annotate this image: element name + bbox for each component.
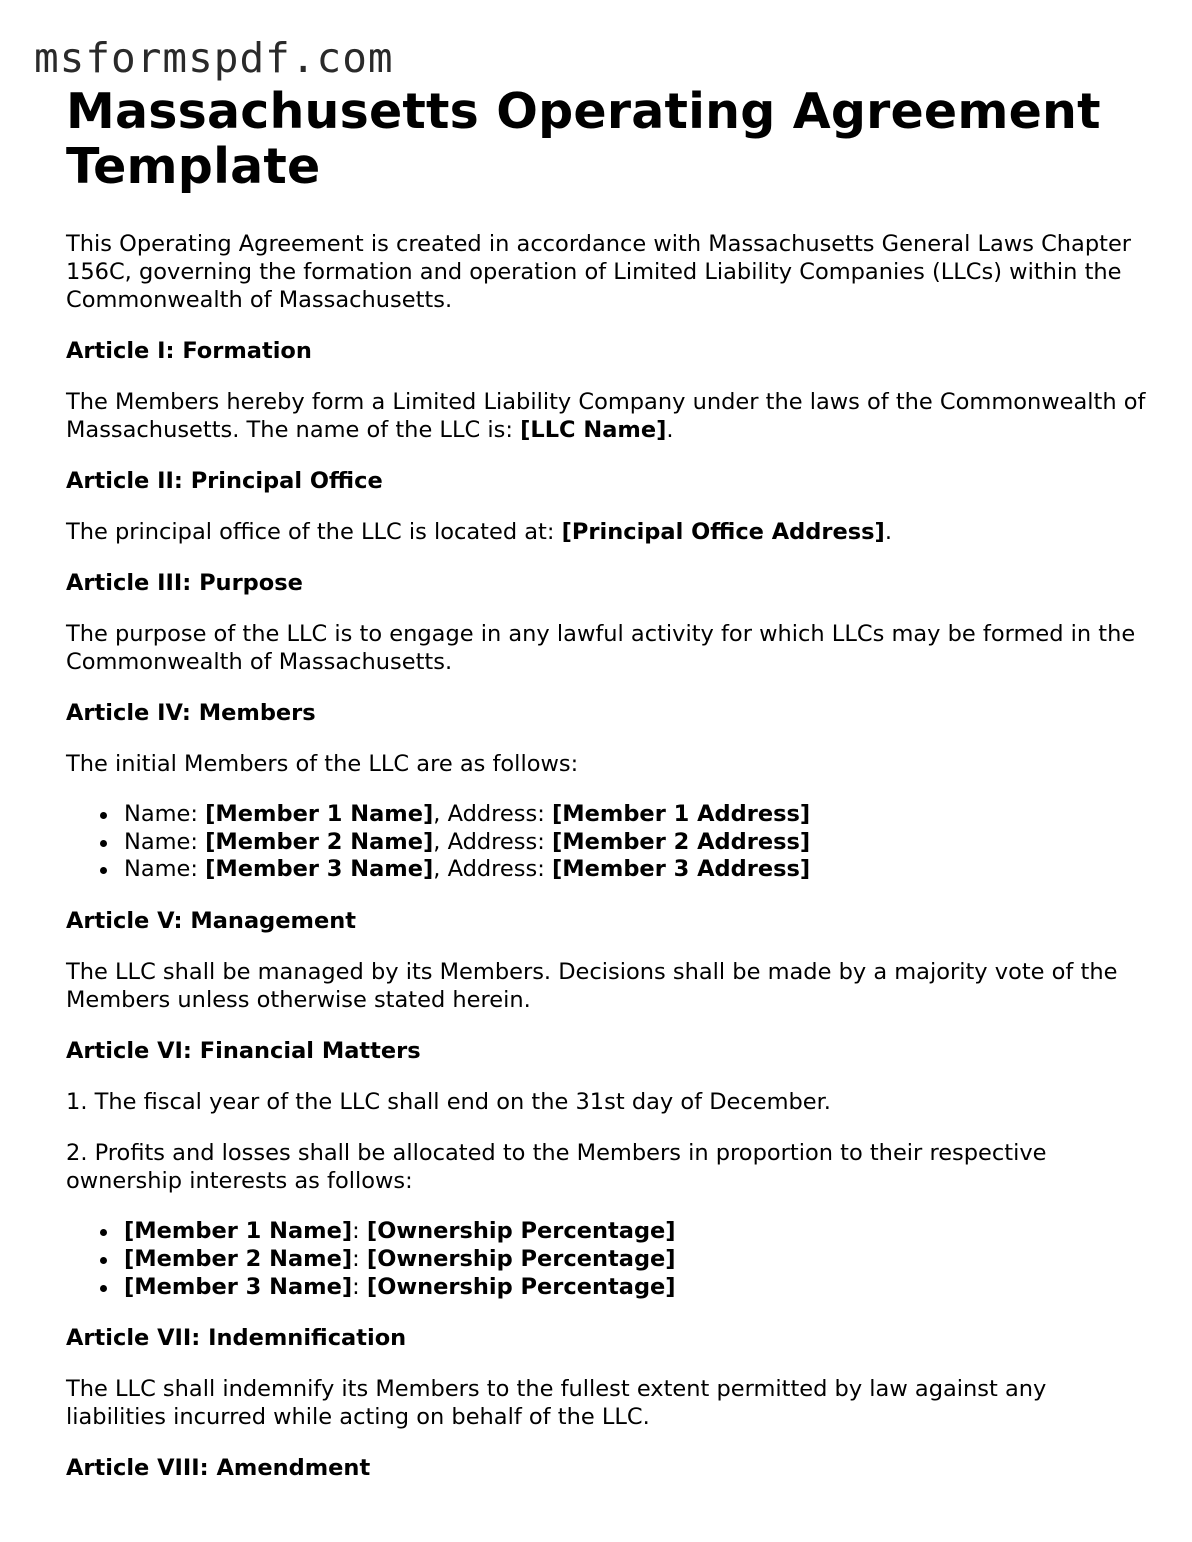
article-4-heading: Article IV: Members: [66, 700, 316, 726]
address-label: , Address:: [433, 828, 552, 855]
watermark: msformspdf.com: [34, 34, 394, 82]
article-7-text: The LLC shall indemnify its Members to the fullest extent permitted by law against any liabilities incurred while acting on behalf of the LLC.: [66, 1376, 1047, 1431]
member-name: [Member 1 Name]: [124, 1218, 353, 1245]
article-6-item-2: 2. Profits and losses shall be allocated to the Members in proportion to their respective ownership interests as follows:: [66, 1140, 1047, 1195]
member-name: [Member 3 Name]: [124, 1273, 353, 1300]
article-7-heading: Article VII: Indemnification: [66, 1325, 407, 1352]
list-item: [124, 829, 1146, 857]
article-1-end: .: [666, 417, 674, 443]
article-5-heading: Article V: Management: [66, 908, 356, 935]
members-list: [66, 801, 1146, 884]
article-6-item-1: 1. The fiscal year of the LLC shall end on the 31st day of December.: [66, 1089, 831, 1116]
member-address: [Member 3 Address]: [551, 856, 811, 883]
name-label: Name:: [124, 828, 206, 855]
list-item: [124, 1274, 1146, 1302]
address-label: , Address:: [433, 856, 552, 883]
article-1-heading: Article I: Formation: [66, 338, 312, 364]
list-item: [124, 1218, 1146, 1246]
article-3-heading: Article III: Purpose: [66, 570, 303, 596]
list-item: [124, 856, 1146, 884]
article-8-heading: Article VIII: Amendment: [66, 1455, 371, 1482]
article-1-text: [66, 388, 1146, 444]
article-2-text: [66, 518, 1146, 546]
page-title: Massachusetts Operating Agreement Template: [66, 83, 1101, 195]
article-5-text: The LLC shall be managed by its Members. Decisions shall be made by a majority vote of the Members unless otherwise stated herein.: [66, 959, 1118, 1014]
member-address: [Member 1 Address]: [551, 801, 811, 827]
member-name: [Member 1 Name]: [205, 801, 434, 827]
member-name: [Member 2 Name]: [205, 828, 434, 855]
article-3-text: The purpose of the LLC is to engage in any lawful activity for which LLCs may be formed in the Commonwealth of Massachusetts.: [66, 621, 1136, 675]
name-label: Name:: [124, 856, 206, 883]
article-1-body: The Members hereby form a Limited Liability Company under the laws of the Commonwealth of Massachusetts. The name of the LLC is:: [66, 389, 1146, 443]
ownership-percentage: [Ownership Percentage]: [366, 1273, 676, 1300]
article-2-body: The principal office of the LLC is located at:: [66, 519, 562, 545]
separator: :: [352, 1218, 367, 1245]
llc-name-placeholder: [LLC Name]: [520, 417, 667, 443]
document-page: [66, 84, 1146, 1482]
ownership-percentage: [Ownership Percentage]: [366, 1245, 676, 1272]
separator: :: [352, 1245, 367, 1272]
member-name: [Member 2 Name]: [124, 1245, 353, 1272]
member-name: [Member 3 Name]: [205, 856, 434, 883]
allocations-list: [66, 1218, 1146, 1301]
intro-paragraph: This Operating Agreement is created in accordance with Massachusetts General Laws Chapter 156C, governing the formation and operation of Limited Liability Companies (LLCs) within the Commonwealth of Massachusetts.: [66, 231, 1132, 313]
name-label: Name:: [124, 801, 206, 827]
member-address: [Member 2 Address]: [551, 828, 811, 855]
separator: :: [352, 1273, 367, 1300]
address-label: , Address:: [433, 801, 552, 827]
article-4-text: The initial Members of the LLC are as follows:: [66, 751, 579, 777]
list-item: [124, 801, 1146, 829]
principal-office-placeholder: [Principal Office Address]: [561, 519, 885, 545]
article-2-end: .: [884, 519, 892, 545]
list-item: [124, 1246, 1146, 1274]
article-6-heading: Article VI: Financial Matters: [66, 1038, 421, 1065]
ownership-percentage: [Ownership Percentage]: [366, 1218, 676, 1245]
article-2-heading: Article II: Principal Office: [66, 468, 383, 494]
